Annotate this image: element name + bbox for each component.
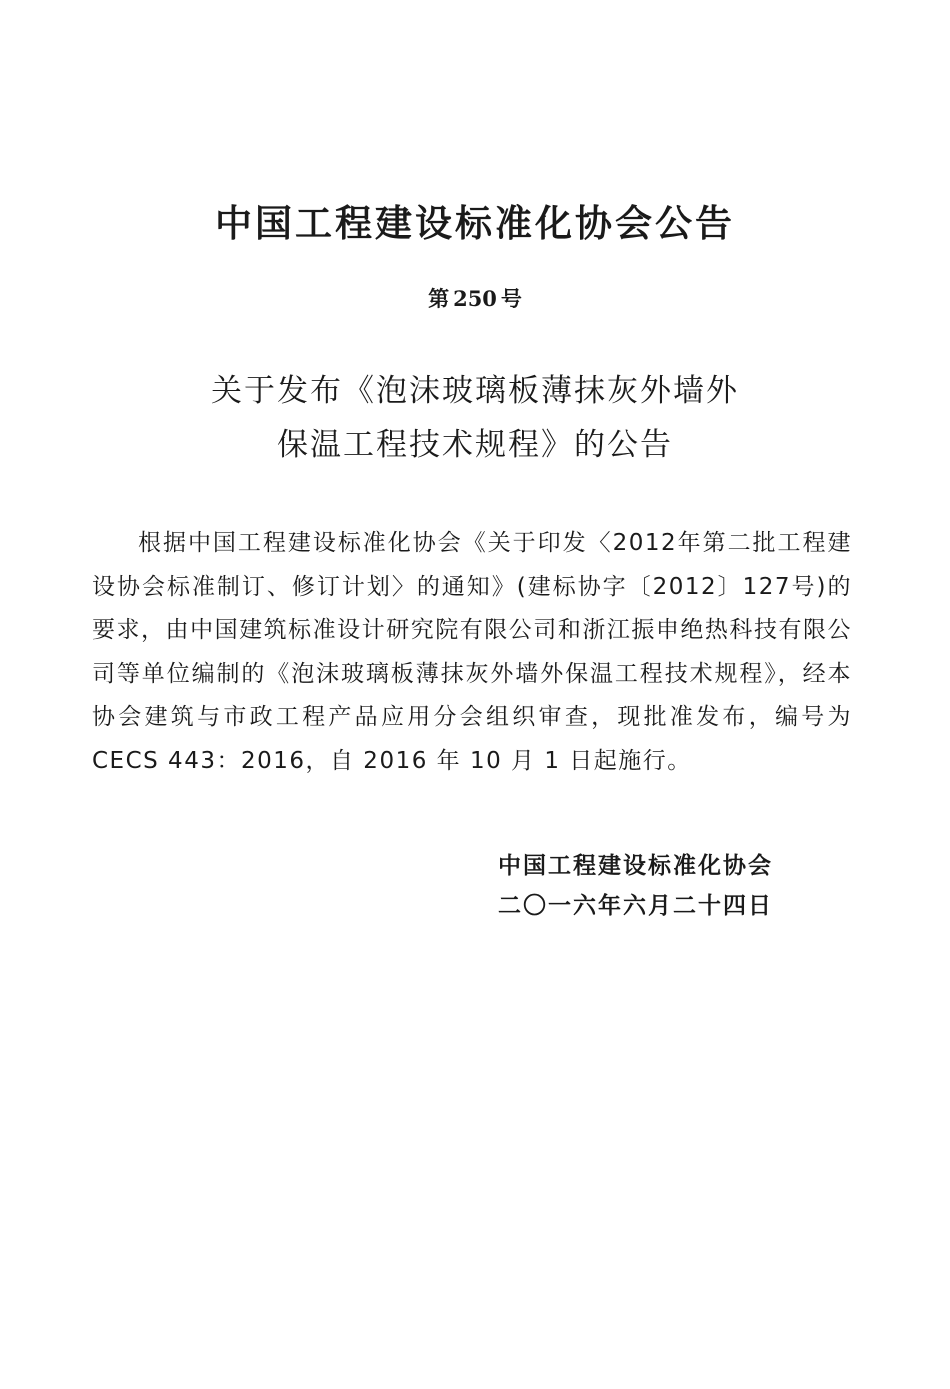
number-value: 250	[453, 286, 497, 311]
title-line-1: 关于发布《泡沫玻璃板薄抹灰外墙外	[211, 373, 739, 409]
body-paragraph: 根据中国工程建设标准化协会《关于印发〈2012年第二批工程建设协会标准制订、修订计划〉的通知》(建标协字〔2012〕127号)的要求，由中国建筑标准设计研究院有限公司和浙江振申绝热科技有限公司等单位编制的《泡沫玻璃板薄抹灰外墙外保温工程技术规程》，经本协会建筑与市政工程产品应用分会组织审查，现批准发布，编号为 CECS 443：2016，自 2016 年 10 月 1 日起施行。	[92, 530, 852, 774]
signature-block	[498, 846, 773, 926]
number-prefix: 第	[428, 287, 450, 311]
signature-date: 二〇一六年六月二十四日	[498, 893, 773, 919]
announcement-header: 中国工程建设标准化协会公告	[215, 202, 735, 245]
notice-title	[0, 364, 950, 472]
number-suffix: 号	[500, 287, 522, 311]
signature-organization: 中国工程建设标准化协会	[498, 853, 773, 879]
title-line-2: 保温工程技术规程》的公告	[277, 427, 673, 463]
notice-number	[0, 284, 950, 314]
